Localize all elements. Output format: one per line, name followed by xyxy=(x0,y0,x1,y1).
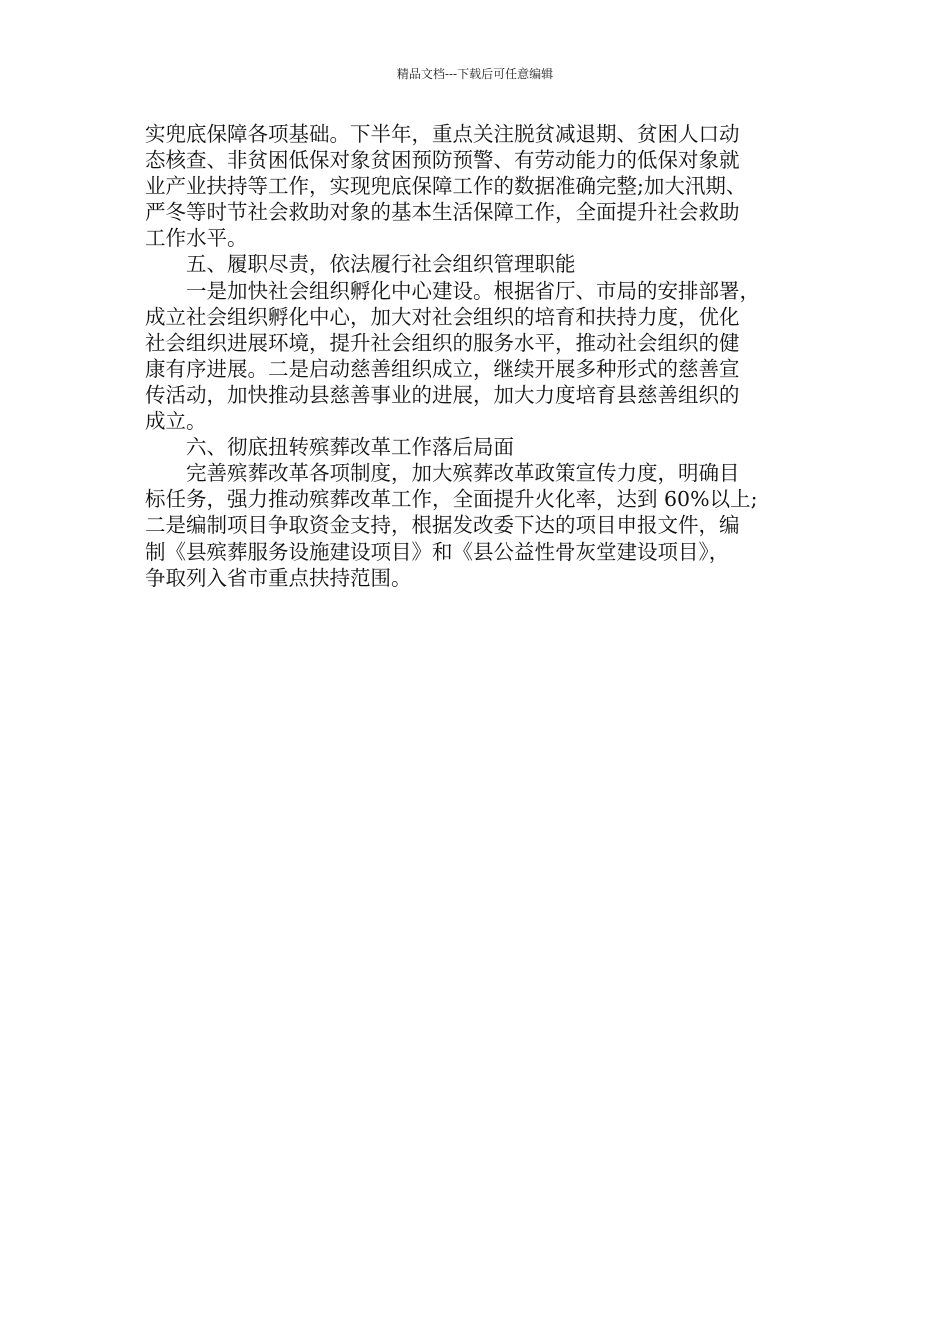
text-line: 成立。 xyxy=(145,409,207,434)
text-line: 业产业扶持等工作，实现兜底保障工作的数据准确完整;加大汛期、 xyxy=(145,174,747,199)
section-heading-five: 五、履职尽责，依法履行社会组织管理职能 xyxy=(186,252,576,277)
text-line: 完善殡葬改革各项制度，加大殡葬改革政策宣传力度，明确目 xyxy=(186,461,740,486)
text-line: 一是加快社会组织孵化中心建设。根据省厅、市局的安排部署， xyxy=(186,278,760,303)
section-heading-six: 六、彻底扭转殡葬改革工作落后局面 xyxy=(186,435,514,460)
text-line: 态核查、非贫困低保对象贫困预防预警、有劳动能力的低保对象就 xyxy=(145,148,740,173)
paragraph-social-organizations xyxy=(145,278,805,435)
text-line: 传活动，加快推动县慈善事业的进展，加大力度培育县慈善组织的 xyxy=(145,382,740,407)
text-line: 二是编制项目争取资金支持，根据发改委下达的项目申报文件，编 xyxy=(145,513,740,538)
text-line: 工作水平。 xyxy=(145,226,248,251)
document-body xyxy=(145,121,805,591)
paragraph-funeral-reform xyxy=(145,460,805,590)
text-line: 严冬等时节社会救助对象的基本生活保障工作，全面提升社会救助 xyxy=(145,200,740,225)
paragraph-social-assistance xyxy=(145,121,805,251)
text-line: 标任务，强力推动殡葬改革工作，全面提升火化率，达到 60%以上; xyxy=(145,487,758,512)
text-line: 实兜底保障各项基础。下半年，重点关注脱贫减退期、贫困人口动 xyxy=(145,122,740,146)
text-line: 成立社会组织孵化中心，加大对社会组织的培育和扶持力度，优化 xyxy=(145,304,740,329)
text-line: 社会组织进展环境，提升社会组织的服务水平，推动社会组织的健 xyxy=(145,330,740,355)
text-line: 制《县殡葬服务设施建设项目》和《县公益性骨灰堂建设项目》， xyxy=(145,539,730,564)
text-line: 争取列入省市重点扶持范围。 xyxy=(145,565,412,590)
page-header: 精品文档---下载后可任意编辑 xyxy=(396,67,554,81)
text-line: 康有序进展。二是启动慈善组织成立，继续开展多种形式的慈善宣 xyxy=(145,356,740,381)
